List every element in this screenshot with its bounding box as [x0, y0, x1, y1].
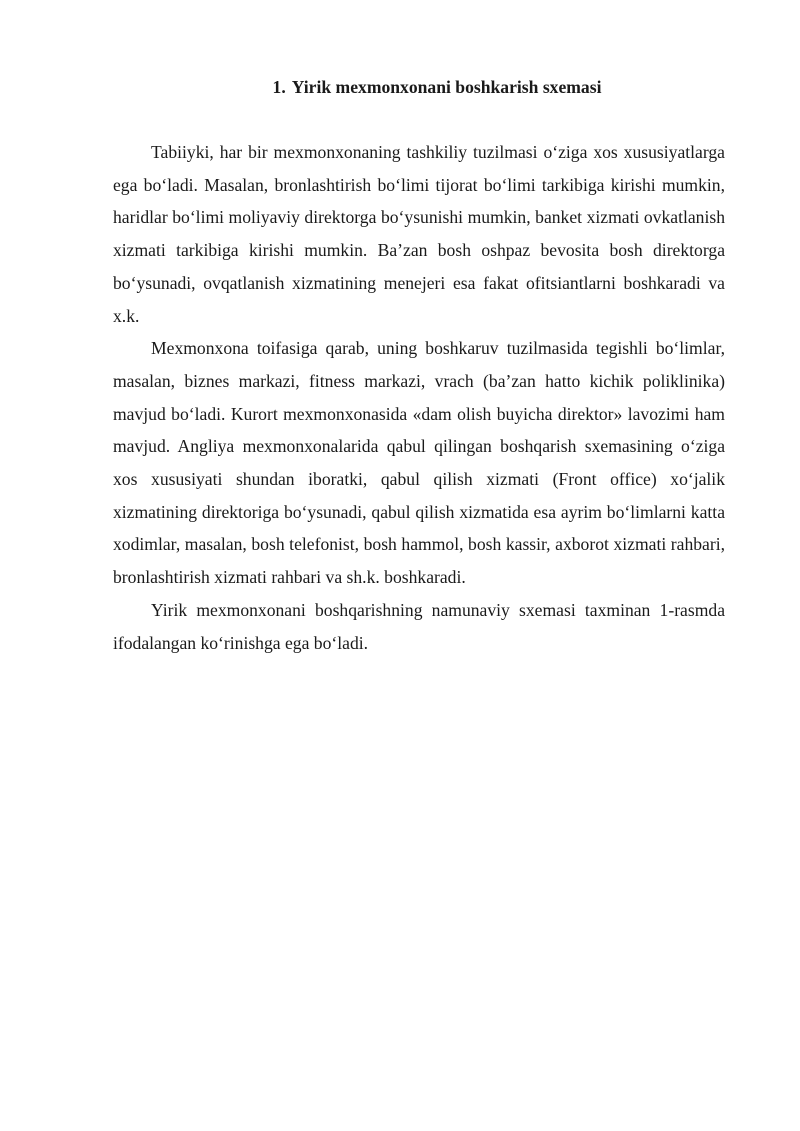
paragraph-2: Mexmonxona toifasiga qarab, uning boshkaruv tuzilmasida tegishli bo‘limlar, masalan, biznes markazi, fitness markazi, vrach (ba’zan hatto kichik poliklinika) mavjud bo‘ladi. Kurort mexmonxonasida «dam olish buyicha direktor» lavozimi ham mavjud. Angliya mexmonxonalarida qabul qilingan boshqarish sxemasining o‘ziga xos xususiyati shundan iboratki, qabul qilish xizmati (Front office) xo‘jalik xizmatining direktoriga bo‘ysunadi, qabul qilish xizmatida esa ayrim bo‘limlarni katta xodimlar, masalan, bosh telefonist, bosh hammol, bosh kassir, axborot xizmati rahbari, bronlashtirish xizmati rahbari va sh.k. boshkaradi. — [113, 338, 725, 588]
document-body — [113, 72, 725, 659]
section-number: 1. — [272, 77, 286, 97]
paragraph-1: Tabiiyki, har bir mexmonxonaning tashkiliy tuzilmasi o‘ziga xos xususiyatlarga ega bo‘ladi. Masalan, bronlashtirish bo‘limi tijorat bo‘limi tarkibiga kirishi mumkin, haridlar bo‘limi moliyaviy direktorga bo‘ysunishi mumkin, banket xizmati ovkatlanish xizmati tarkibiga kirishi mumkin. Ba’zan bosh oshpaz bevosita bosh direktorga bo‘ysunadi, ovqatlanish xizmatining menejeri esa fakat ofitsiantlarni boshkaradi va x.k. — [113, 142, 725, 326]
section-heading — [113, 72, 725, 102]
section-title: Yirik mexmonxonani boshkarish sxemasi — [291, 77, 602, 97]
paragraph-3: Yirik mexmonxonani boshqarishning namunaviy sxemasi taxminan 1-rasmda ifodalangan ko‘rinishga ega bo‘ladi. — [113, 599, 725, 653]
